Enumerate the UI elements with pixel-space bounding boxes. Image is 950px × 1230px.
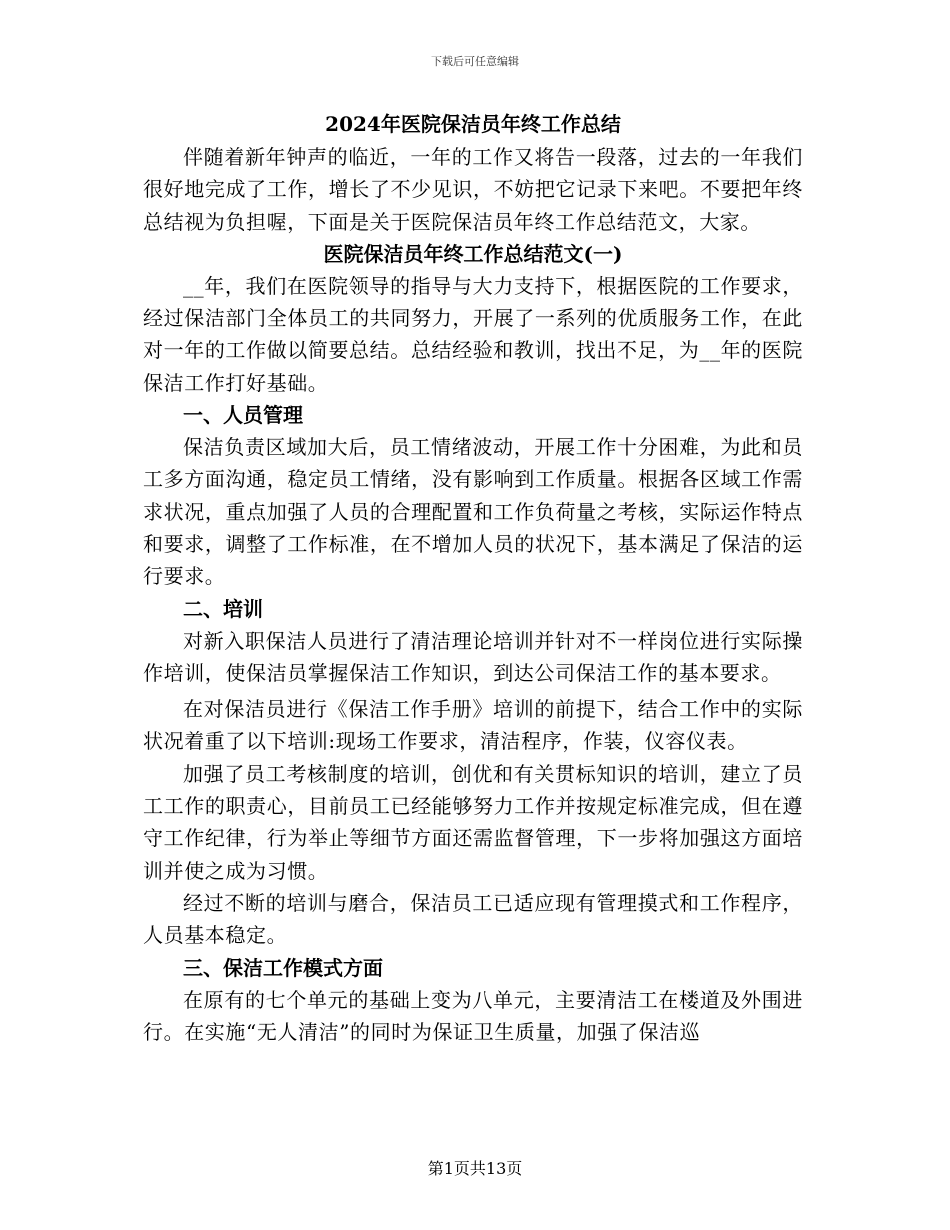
header-note: 下载后可任意编辑 <box>431 55 519 68</box>
paragraph-4: 在对保洁员进行《保洁工作手册》培训的前提下，结合工作中的实际状况着重了以下培训:现场工作要求，清洁程序，作装，仪容仪表。 <box>143 697 803 754</box>
heading-work-mode: 三、保洁工作模式方面 <box>183 955 383 980</box>
document-title: 2024年医院保洁员年终工作总结 <box>325 112 621 136</box>
paragraph-2: 保洁负责区域加大后，员工情绪波动，开展工作十分困难，为此和员工多方面沟通，稳定员工情绪，没有影响到工作质量。根据各区域工作需求状况，重点加强了人员的合理配置和工作负荷量之考核，实际运作特点和要求，调整了工作标准，在不增加人员的状况下，基本满足了保洁的运行要求。 <box>143 435 803 589</box>
heading-training: 二、培训 <box>183 596 263 621</box>
document-body <box>143 108 803 1048</box>
paragraph-1: __年，我们在医院领导的指导与大力支持下，根据医院的工作要求，经过保洁部门全体员工的共同努力，开展了一系列的优质服务工作，在此对一年的工作做以简要总结。总结经验和教训，找出不足，为__年的医院保洁工作打好基础。 <box>143 273 803 395</box>
heading-personnel: 一、人员管理 <box>183 403 303 428</box>
section-subtitle: 医院保洁员年终工作总结范文(一) <box>323 241 623 266</box>
page-footer: 第1页共13页 <box>427 1159 523 1178</box>
paragraph-5: 加强了员工考核制度的培训，创优和有关贯标知识的培训，建立了员工工作的职责心，目前员工已经能够努力工作并按规定标准完成，但在遵守工作纪律，行为举止等细节方面还需监督管理，下一步将加强这方面培训并使之成为习惯。 <box>143 761 803 883</box>
intro-paragraph: 伴随着新年钟声的临近，一年的工作又将告一段落，过去的一年我们很好地完成了工作，增长了不少见识，不妨把它记录下来吧。不要把年终总结视为负担喔，下面是关于医院保洁员年终工作总结范文，大家。 <box>143 145 803 234</box>
paragraph-6: 经过不断的培训与磨合，保洁员工已适应现有管理摸式和工作程序，人员基本稳定。 <box>143 890 803 948</box>
paragraph-3: 对新入职保洁人员进行了清洁理论培训并针对不一样岗位进行实际操作培训，使保洁员掌握保洁工作知识，到达公司保洁工作的基本要求。 <box>143 628 803 685</box>
paragraph-7: 在原有的七个单元的基础上变为八单元，主要清洁工在楼道及外围进行。在实施“无人清洁”的同时为保证卫生质量，加强了保洁巡 <box>143 987 803 1044</box>
